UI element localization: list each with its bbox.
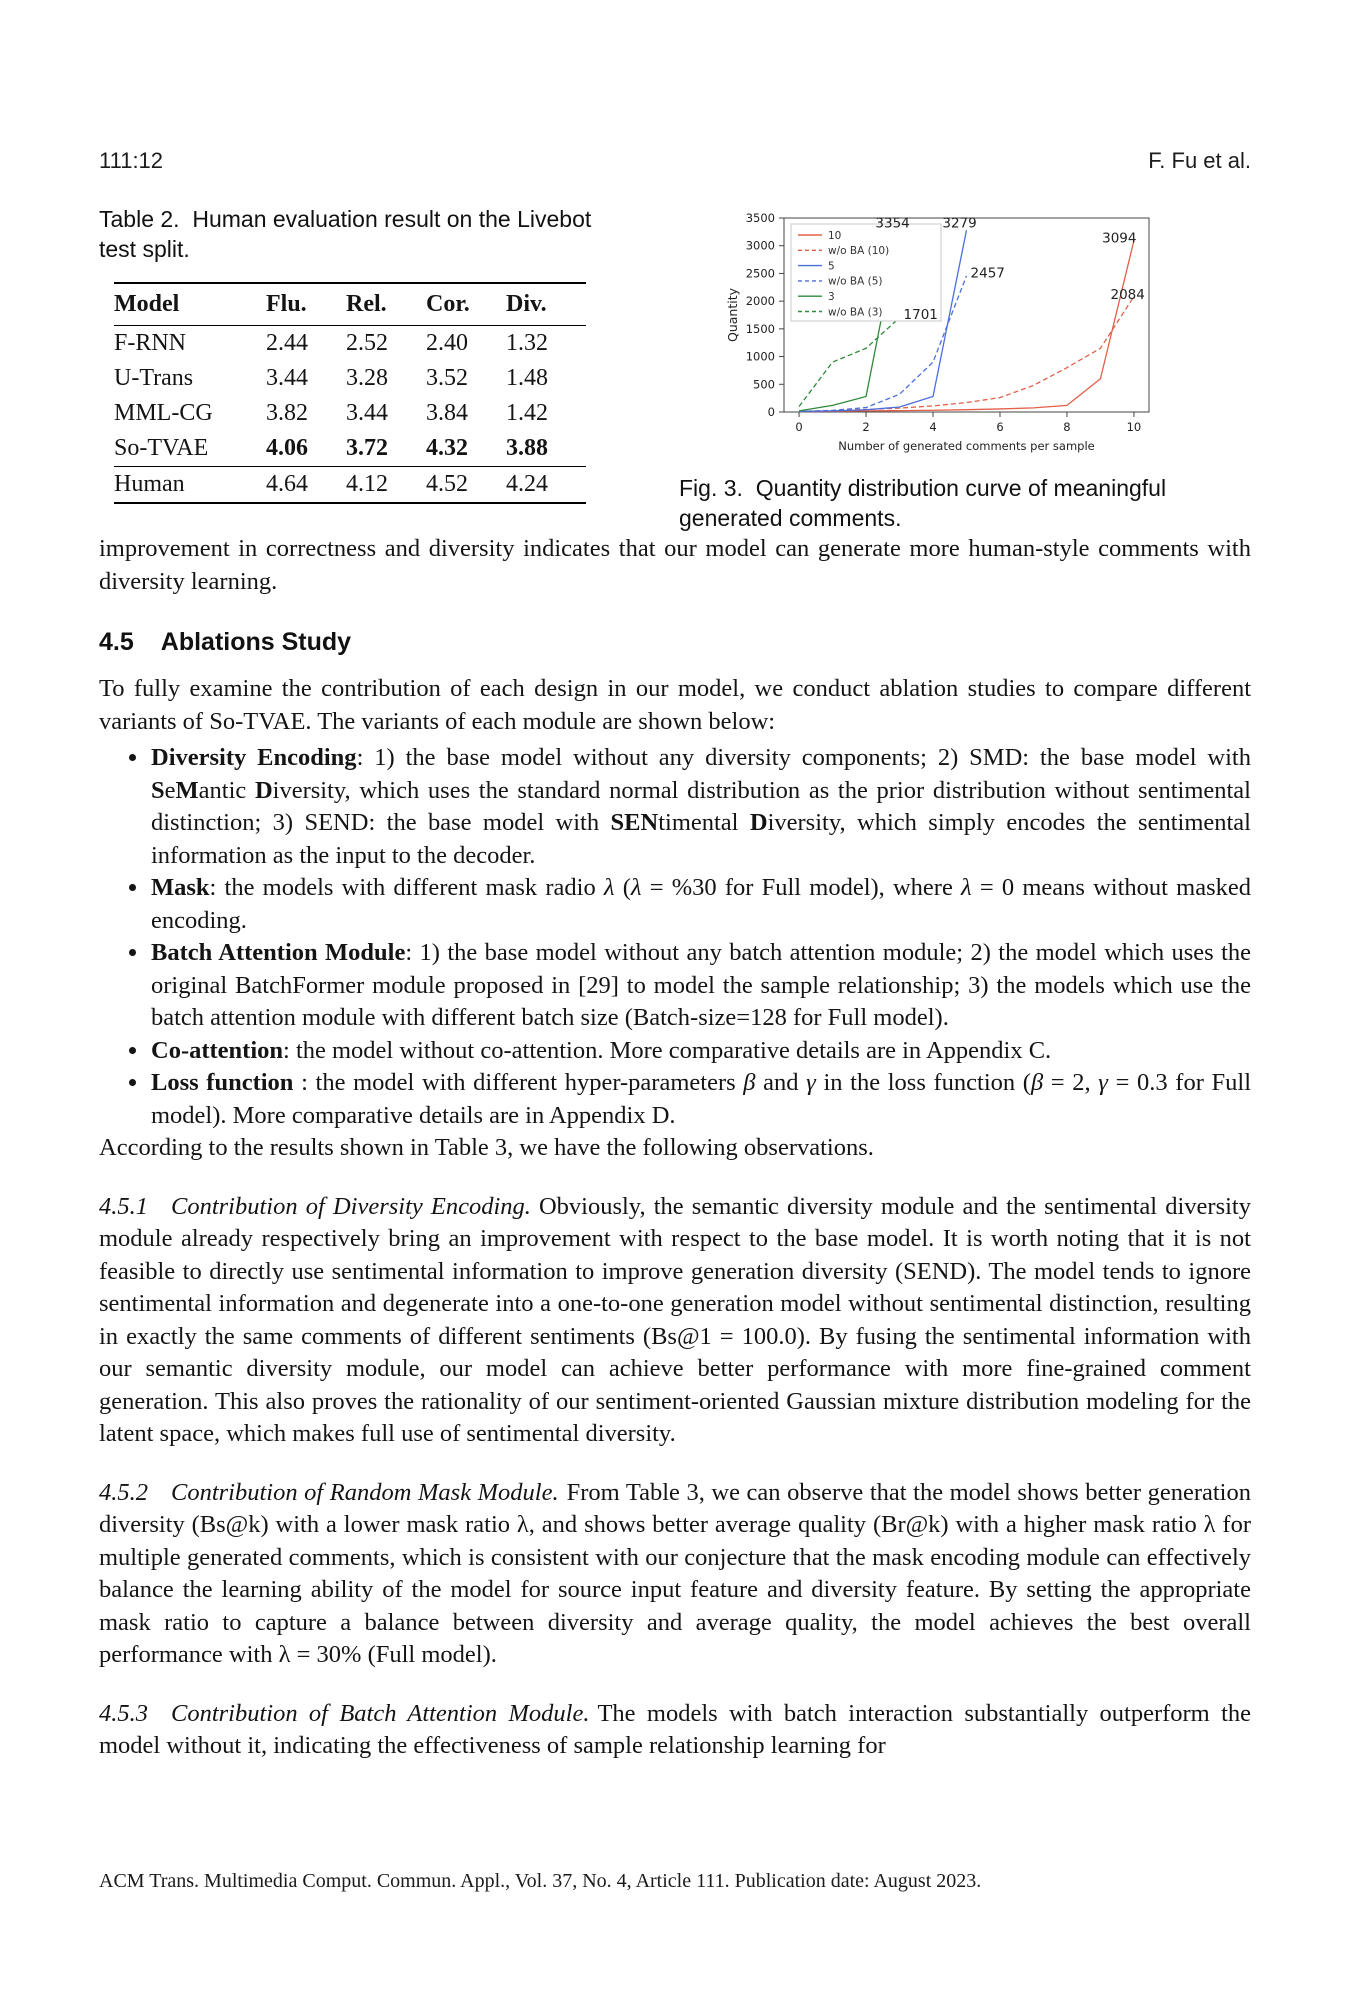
section-title: Ablations Study: [160, 628, 352, 656]
score-cell: 1.32: [506, 330, 548, 356]
subsection-title: Contribution of Batch Attention Module.: [171, 1699, 590, 1727]
figure3-block: [679, 204, 1251, 533]
series-w-o-ba-3-: [799, 318, 899, 407]
y-tick-label: 500: [753, 377, 775, 392]
table-row: [114, 467, 586, 504]
column-header: Rel.: [346, 283, 426, 326]
subsection-number: 4.5.3: [99, 1699, 148, 1727]
score-cell: 2.44: [266, 330, 308, 356]
model-name: MML-CG: [114, 400, 213, 426]
score-cell: 4.64: [266, 467, 346, 504]
score-cell: 3.72: [346, 435, 388, 461]
score-cell: 4.12: [346, 467, 426, 504]
subsection-text: The models with batch interaction substantially outperform the model without it, indicating the effectiveness of sample relationship learning for: [99, 1699, 1251, 1759]
x-tick-label: 6: [996, 420, 1004, 434]
subsection: [99, 1191, 1251, 1451]
running-author: F. Fu et al.: [1148, 148, 1251, 173]
subsection-number: 4.5.1: [99, 1192, 148, 1220]
score-cell: 4.24: [506, 467, 586, 504]
annotation-3279: 3279: [942, 215, 977, 232]
y-axis-label: Quantity: [725, 287, 740, 343]
annotation-1701: 1701: [903, 306, 938, 323]
page-number: 111:12: [99, 148, 164, 173]
column-header: Flu.: [266, 283, 346, 326]
ablation-bullet: • Diversity Encoding: 1) the base model without any diversity components; 2) SMD: the base model with SeMantic Diversity, which uses the standard normal distribution as the prior distribution without sentimental distinction; 3) SEND: the base model with SENtimental Diversity, which simply encodes the sentimental information as the input to the decoder.: [150, 742, 1251, 872]
score-cell: 3.28: [346, 365, 388, 391]
subsection-text: Obviously, the semantic diversity module and the sentimental diversity module already respectively bring an improvement with respect to the base model. It is worth noting that it is not feasible to directly use sentimental information to improve generation diversity (SEND). The model tends to ignore sentimental information and degenerate into a one-to-one generation model without sentimental distinction, resulting in exactly the same comments of different sentiments (Bs@1 = 100.0). By fusing the sentimental information with our semantic diversity module, our model can achieve better performance with more fine-grained comment generation. This also proves the rationality of our sentiment-oriented Gaussian mixture distribution modeling for the latent space, which makes full use of sentimental diversity.: [99, 1192, 1251, 1447]
legend-entry: 3: [828, 291, 835, 303]
score-cell: 1.48: [506, 365, 548, 391]
score-cell: 3.84: [426, 400, 468, 426]
y-tick-label: 2000: [745, 294, 775, 309]
column-header: Cor.: [426, 283, 506, 326]
table-body: [114, 326, 586, 504]
subsection-title: Contribution of Random Mask Module.: [171, 1478, 559, 1506]
table-row: [114, 396, 586, 431]
model-name: F-RNN: [114, 330, 187, 356]
ablation-bullet: • Mask: the models with different mask radio λ (λ = %30 for Full model), where λ = 0 means without masked encoding.: [150, 872, 1251, 937]
score-cell: 4.06: [266, 435, 308, 461]
y-tick-label: 3500: [745, 211, 775, 225]
x-tick-label: 4: [929, 420, 937, 434]
subsections: [99, 1191, 1251, 1763]
y-tick-label: 1500: [745, 321, 775, 336]
subsection-text: From Table 3, we can observe that the model shows better generation diversity (Bs@k) with a lower mask ratio λ, and shows better average quality (Br@k) with a higher mask ratio λ for multiple generated comments, which is consistent with our conjecture that the mask encoding module can effectively balance the learning ability of the model for source input feature and diversity feature. By setting the appropriate mask ratio to capture a balance between diversity and average quality, the model achieves the best overall performance with λ = 30% (Full model).: [99, 1478, 1251, 1668]
table-row: [114, 361, 586, 396]
annotation-2457: 2457: [970, 265, 1005, 282]
y-tick-label: 1000: [745, 349, 775, 364]
y-tick-label: 2500: [745, 266, 775, 281]
score-cell: 4.52: [426, 467, 506, 504]
y-tick-label: 3000: [745, 238, 775, 253]
ablation-bullet: • Co-attention: the model without co-attention. More comparative details are in Appendix C.: [150, 1035, 1251, 1068]
model-name: Human: [114, 467, 266, 504]
x-tick-label: 0: [795, 420, 803, 434]
table2-caption: Table 2. Human evaluation result on the Livebot test split.: [99, 206, 592, 262]
table-row: [114, 326, 586, 362]
running-head: [99, 148, 1251, 174]
legend-entry: 5: [828, 260, 835, 273]
annotation-3094: 3094: [1102, 230, 1137, 247]
legend-entry: w/o BA (10): [828, 245, 890, 258]
score-cell: 3.44: [266, 365, 308, 391]
ablation-bullet: • Loss function : the model with different hyper-parameters β and γ in the loss function (β = 2, γ = 0.3 for Full model). More comparative details are in Appendix D.: [150, 1067, 1251, 1132]
x-axis-label: Number of generated comments per sample: [838, 439, 1095, 453]
top-row: [99, 204, 1251, 533]
annotation-3354: 3354: [875, 215, 910, 232]
score-cell: 1.42: [506, 400, 548, 426]
score-cell: 4.32: [426, 435, 468, 461]
legend-entry: 10: [828, 229, 842, 242]
legend-entry: w/o BA (3): [828, 306, 883, 319]
column-header: Div.: [506, 283, 586, 326]
section-number: 4.5: [99, 628, 134, 656]
table-header: [114, 283, 586, 326]
score-cell: 3.82: [266, 400, 308, 426]
x-tick-label: 8: [1063, 420, 1071, 434]
annotation-2084: 2084: [1110, 286, 1145, 303]
quantity-distribution-chart: [679, 204, 1251, 456]
column-header: Model: [114, 283, 266, 326]
score-cell: 2.52: [346, 330, 388, 356]
model-name: U-Trans: [114, 365, 194, 391]
model-name: So-TVAE: [114, 435, 209, 461]
score-cell: 3.52: [426, 365, 468, 391]
human-eval-table: [114, 282, 586, 504]
subsection-number: 4.5.2: [99, 1478, 148, 1506]
paragraph-intro: To fully examine the contribution of each design in our model, we conduct ablation studies to compare different variants of So-TVAE. The variants of each module are shown below:: [99, 675, 1251, 735]
subsection: [99, 1698, 1251, 1763]
subsection: [99, 1477, 1251, 1672]
table2-block: [99, 204, 601, 533]
paragraph-continuation: improvement in correctness and diversity indicates that our model can generate more human-style comments with diversity learning.: [99, 535, 1251, 595]
score-cell: 2.40: [426, 330, 468, 356]
subsection-title: Contribution of Diversity Encoding.: [171, 1192, 531, 1220]
table-row: [114, 431, 586, 467]
paragraph-observations: According to the results shown in Table 3, we have the following observations.: [99, 1134, 874, 1161]
journal-footer: ACM Trans. Multimedia Comput. Commun. Appl., Vol. 37, No. 4, Article 111. Publication date: August 2023.: [99, 1870, 982, 1892]
figure3-caption: Fig. 3. Quantity distribution curve of meaningful generated comments.: [679, 475, 1167, 531]
score-cell: 3.88: [506, 435, 548, 461]
ablation-bullet-list: [99, 742, 1251, 1132]
x-tick-label: 2: [862, 420, 870, 434]
section-heading: [99, 628, 1251, 657]
ablation-bullet: • Batch Attention Module: 1) the base model without any batch attention module; 2) the model which uses the original BatchFormer module proposed in [29] to model the sample relationship; 3) the models which use the batch attention module with different batch size (Batch-size=128 for Full model).: [150, 937, 1251, 1035]
score-cell: 3.44: [346, 400, 388, 426]
y-tick-label: 0: [767, 405, 775, 419]
x-tick-label: 10: [1126, 420, 1142, 434]
legend-entry: w/o BA (5): [828, 275, 883, 288]
